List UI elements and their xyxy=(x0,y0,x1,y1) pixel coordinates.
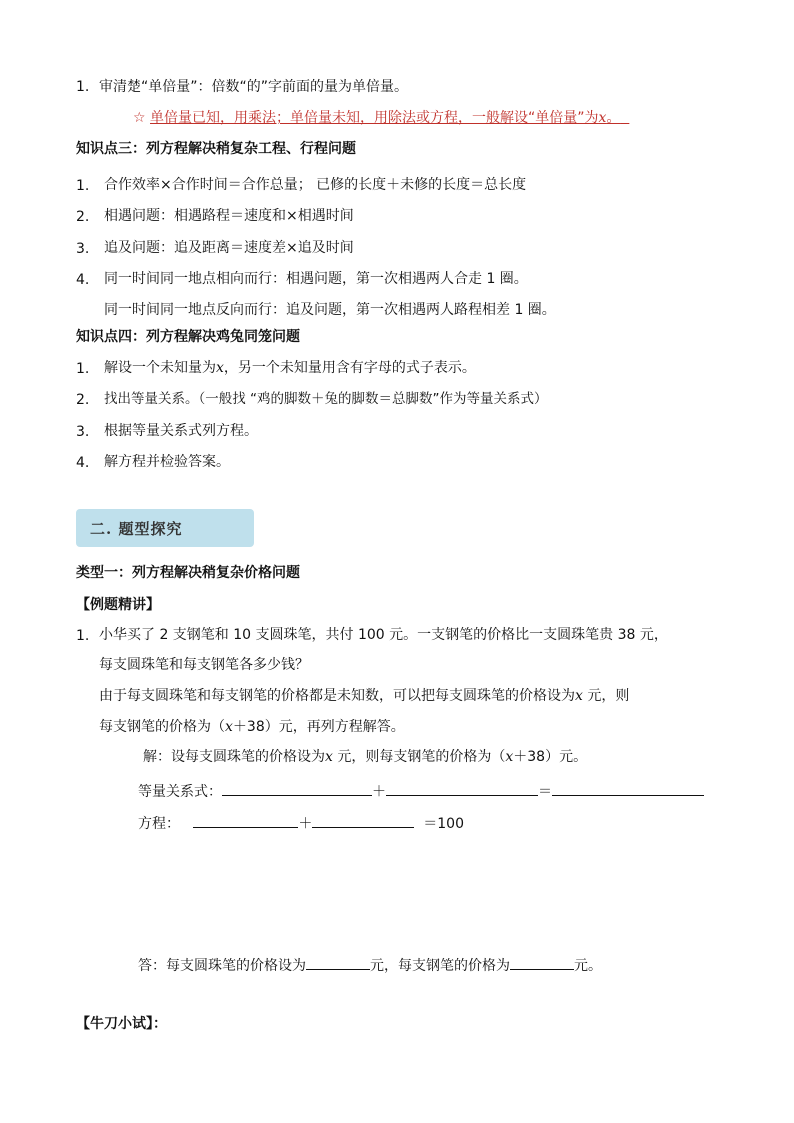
kp4-item-2: 找出等量关系。（一般找 “鸡的脚数＋兔的脚数＝总脚数”作为等量关系式） xyxy=(104,391,548,407)
section-badge xyxy=(76,509,254,547)
section-label: 二. 题型探究 xyxy=(90,520,183,538)
problem-line-4: 每支钢笔的价格为（x＋38）元，再列方程解答。 xyxy=(99,719,405,735)
kp4-item-1: 解设一个未知量为x，另一个未知量用含有字母的式子表示。 xyxy=(104,360,476,376)
note-text: 单倍量已知，用乘法；单倍量未知，用除法或方程，一般解设“单倍量”为x。 xyxy=(150,110,621,126)
kp3-num-4: 4. xyxy=(76,272,90,288)
problem-line-2: 每支圆珠笔和每支钢笔各多少钱？ xyxy=(99,657,309,673)
answer-blank-2[interactable] xyxy=(510,954,574,970)
kp4-num-1: 1. xyxy=(76,361,90,377)
answer-blank-1[interactable] xyxy=(306,954,370,970)
kp4-num-2: 2. xyxy=(76,392,90,408)
kp3-item-2: 相遇问题：相遇路程＝速度和×相遇时间 xyxy=(104,208,354,224)
equation-blank-2[interactable] xyxy=(312,812,414,828)
type1-title: 类型一：列方程解决稍复杂价格问题 xyxy=(76,565,300,581)
kp3-num-2: 2. xyxy=(76,209,90,225)
relation-blank-2[interactable] xyxy=(386,780,538,796)
answer-row: 答：每支圆珠笔的价格设为 元，每支钢笔的价格为 元。 xyxy=(138,954,602,976)
kp3-item-4: 同一时间同一地点相向而行：相遇问题，第一次相遇两人合走 1 圈。 xyxy=(104,271,528,287)
kp4-item-4: 解方程并检验答案。 xyxy=(104,454,230,470)
example-label: 【例题精讲】 xyxy=(76,597,160,613)
relation-blank-3[interactable] xyxy=(552,780,704,796)
kp3-extra: 同一时间同一地点反向而行：追及问题，第一次相遇两人路程相差 1 圈。 xyxy=(104,302,556,318)
kp3-item-3: 追及问题：追及距离＝速度差×追及时间 xyxy=(104,240,354,256)
problem-line-1: 小华买了 2 支钢笔和 10 支圆珠笔，共付 100 元。一支钢笔的价格比一支圆珠笔贵 38 元， xyxy=(99,627,668,643)
item-text: 审清楚“单倍量”：倍数“的”字前面的量为单倍量。 xyxy=(99,79,409,95)
star-icon: ☆ xyxy=(133,110,146,126)
practice-label: 【牛刀小试】： xyxy=(76,1016,167,1032)
solution-line: 解：设每支圆珠笔的价格设为x 元，则每支钢笔的价格为（x＋38）元。 xyxy=(143,749,588,765)
kp4-title: 知识点四：列方程解决鸡兔同笼问题 xyxy=(76,329,300,345)
kp4-item-3: 根据等量关系式列方程。 xyxy=(104,423,258,439)
equation-row: 方程： ＋ ＝100 xyxy=(138,812,464,834)
relation-blank-1[interactable] xyxy=(222,780,372,796)
equation-relation-row: 等量关系式： ＋ ＝ xyxy=(138,780,704,802)
kp3-num-1: 1. xyxy=(76,178,90,194)
kp4-num-3: 3. xyxy=(76,424,90,440)
problem-number: 1. xyxy=(76,628,90,644)
item-number: 1. xyxy=(76,79,90,95)
kp3-title: 知识点三：列方程解决稍复杂工程、行程问题 xyxy=(76,141,356,157)
kp3-item-1: 合作效率×合作时间＝合作总量； 已修的长度＋未修的长度＝总长度 xyxy=(104,177,527,193)
kp4-num-4: 4. xyxy=(76,455,90,471)
equation-blank-1[interactable] xyxy=(193,812,298,828)
problem-line-3: 由于每支圆珠笔和每支钢笔的价格都是未知数，可以把每支圆珠笔的价格设为x 元，则 xyxy=(99,688,630,704)
red-note xyxy=(133,108,629,128)
kp3-num-3: 3. xyxy=(76,241,90,257)
